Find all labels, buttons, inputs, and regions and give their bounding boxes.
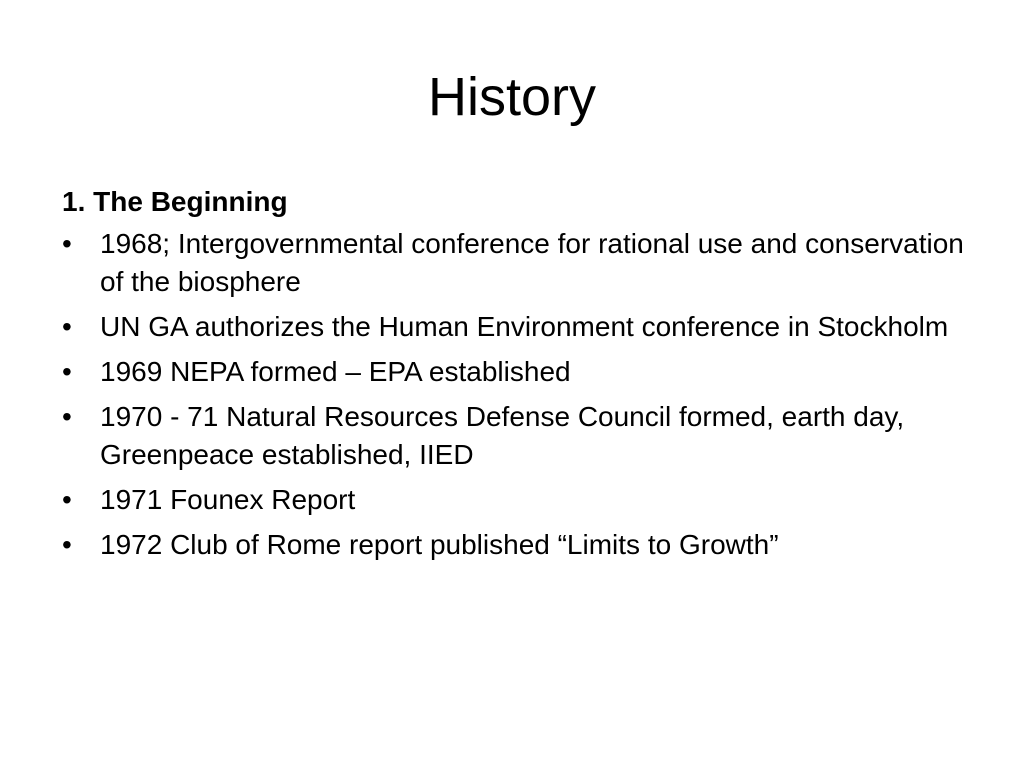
bullet-text: UN GA authorizes the Human Environment conference in Stockholm	[100, 311, 949, 342]
bullet-item	[62, 526, 982, 564]
bullet-text: 1971 Founex Report	[100, 484, 356, 515]
slide-content	[62, 182, 982, 571]
bullet-text: 1970 - 71 Natural Resources Defense Council formed, earth day, Greenpeace established, IIED	[100, 401, 905, 470]
bullet-icon: •	[62, 311, 72, 342]
slide-title: History	[427, 67, 596, 127]
bullet-text: 1968; Intergovernmental conference for rational use and conservation of the biosphere	[100, 228, 964, 297]
bullet-text: 1969 NEPA formed – EPA established	[100, 356, 571, 387]
bullet-list	[62, 225, 982, 564]
bullet-text: 1972 Club of Rome report published “Limits to Growth”	[100, 529, 779, 560]
section-heading: 1. The Beginning	[62, 186, 288, 217]
bullet-item	[62, 308, 982, 346]
bullet-icon: •	[62, 484, 72, 515]
bullet-icon: •	[62, 356, 72, 387]
bullet-item	[62, 353, 982, 391]
bullet-item	[62, 481, 982, 519]
bullet-icon: •	[62, 529, 72, 560]
bullet-item	[62, 225, 982, 301]
bullet-item	[62, 398, 982, 474]
bullet-icon: •	[62, 228, 72, 259]
bullet-icon: •	[62, 401, 72, 432]
